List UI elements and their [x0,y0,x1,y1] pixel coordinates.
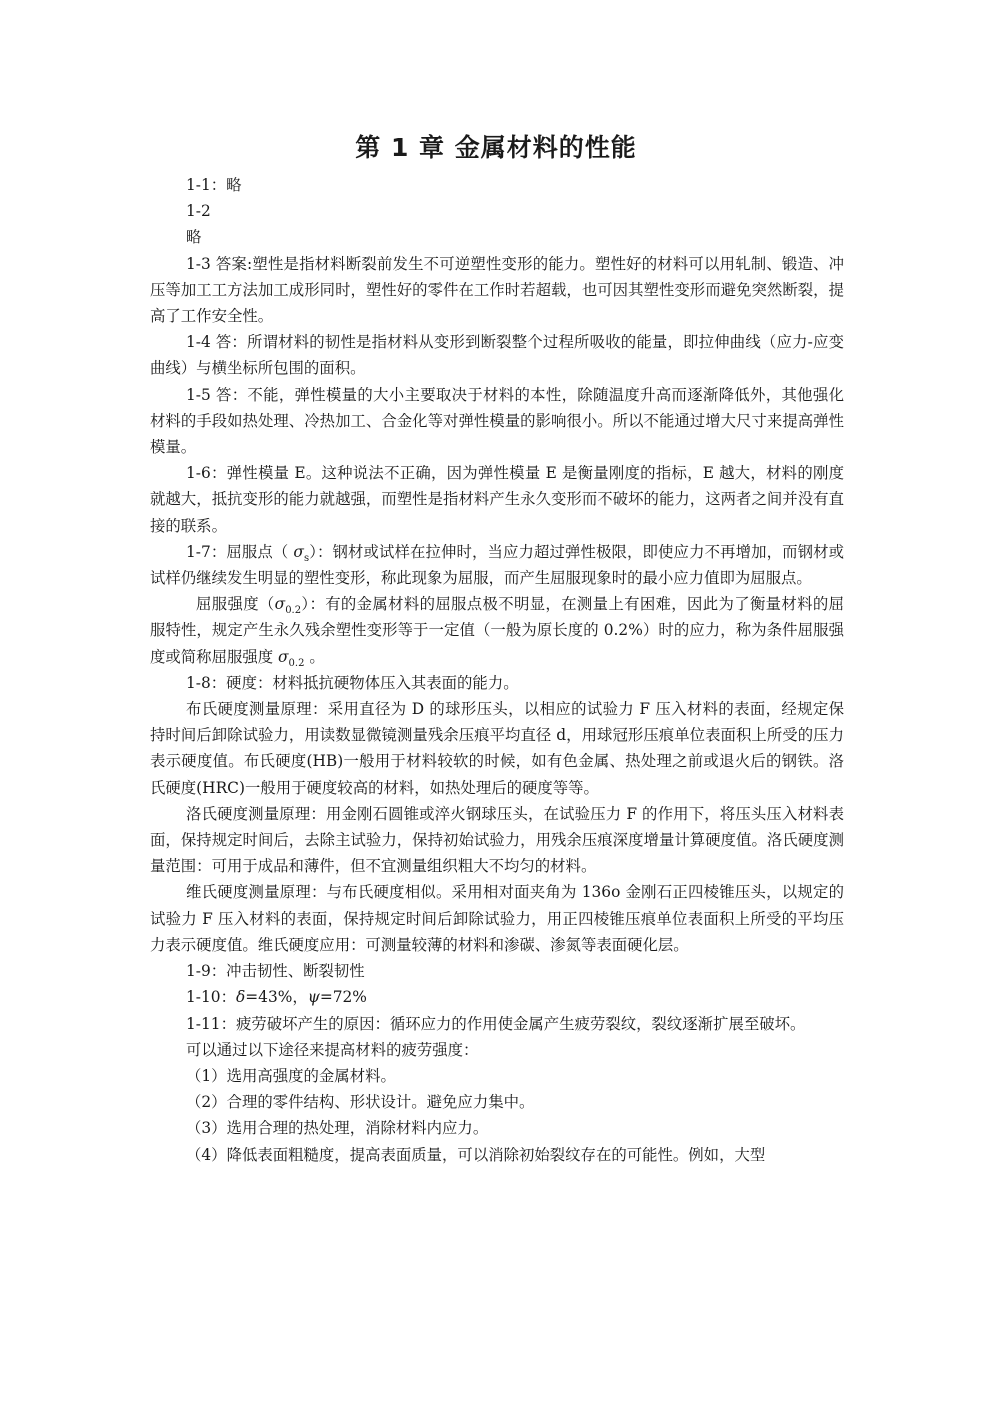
paragraph-rockwell: 洛氏硬度测量原理：用金刚石圆锥或淬火钢球压头，在试验压力 F 的作用下，将压头压入材料表面，保持规定时间后，去除主试验力，保持初始试验力，用残余压痕深度增量计算硬度值。洛氏硬度测量范围：可用于成品和薄件，但不宜测量组织粗大不均匀的材料。 [150,804,844,876]
paragraph-1-5: 1-5 答：不能，弹性模量的大小主要取决于材料的本性，除随温度升高而逐渐降低外，其他强化材料的手段如热处理、冷热加工、合金化等对弹性模量的影响很小。所以不能通过增大尺寸来提高弹性模量。 [150,385,844,457]
list-item-4: （4）降低表面粗糙度，提高表面质量，可以消除初始裂纹存在的可能性。例如，大型 [186,1145,766,1164]
sigma-subscript: 0.2 [285,605,302,617]
list-item-3: （3）选用合理的热处理，消除材料内应力。 [186,1119,489,1138]
p14-pre: 1-10： [186,988,236,1007]
delta-symbol: δ [235,988,246,1007]
psi-symbol: ψ [307,988,320,1007]
sigma-symbol: σ [274,595,286,614]
paragraph-brinell: 布氏硬度测量原理：采用直径为 D 的球形压头，以相应的试验力 F 压入材料的表面，经规定保持时间后卸除试验力，用读数显微镜测量残余压痕平均直径 d，用球冠形压痕单位表面积上所受的压力表示硬度值。布氏硬度(HB)一般用于材料较软的时候，如有色金属、热处理之前或退火后的钢铁。洛氏硬度(HRC)一般用于硬度较高的材料，如热处理后的硬度等等。 [150,700,844,797]
list-item-2: （2）合理的零件结构、形状设计。避免应力集中。 [186,1093,535,1112]
chapter-title: 第 1 章 金属材料的性能 [355,133,637,162]
p8-mid: ）：有的金属材料的屈服点极不明显，在测量上有困难，因此为了衡量材料的屈服特性，规定产生永久残余塑性变形等于一定值（一般为原长度的 0.2%）时的应力，称为条件屈服强度或简称屈服强度 [150,595,844,666]
paragraph-1-6: 1-6：弹性模量 E。这种说法不正确，因为弹性模量 E 是衡量刚度的指标，E 越大，材料的刚度就越大，抵抗变形的能力就越强，而塑性是指材料产生永久变形而不破坏的能力，这两者之间并没有直接的联系。 [150,464,844,535]
list-item-1: （1）选用高强度的金属材料。 [186,1066,396,1085]
p7-pre: 1-7：屈服点（ [186,542,294,561]
paragraph-1-11: 1-11：疲劳破坏产生的原因：循环应力的作用使金属产生疲劳裂纹，裂纹逐渐扩展至破坏。 [186,1014,806,1033]
p8-pre: 屈服强度（ [196,595,275,614]
sigma-subscript: s [303,552,310,564]
paragraph-fatigue-intro: 可以通过以下途径来提高材料的疲劳强度： [186,1040,479,1059]
paragraph-1-4: 1-4 答：所谓材料的韧性是指材料从变形到断裂整个过程所吸收的能量，即拉伸曲线（应力-应变曲线）与横坐标所包围的面积。 [150,333,844,378]
paragraph-1-3: 1-3 答案:塑性是指材料断裂前发生不可逆塑性变形的能力。塑性好的材料可以用轧制、锻造、冲压等加工工方法加工成形同时，塑性好的零件在工作时若超载，也可因其塑性变形而避免突然断裂，提高了工作安全性。 [150,254,844,326]
paragraph-yield-strength [150,591,844,670]
p7-post: ）：钢材或试样在拉伸时，当应力超过弹性极限，即使应力不再增加，而钢材或试样仍继续发生明显的塑性变形，称此现象为屈服，而产生屈服现象时的最小应力值即为屈服点。 [150,542,844,588]
paragraph-1-2-answer: 略 [186,228,202,247]
paragraph-1-8: 1-8：硬度：材料抵抗硬物体压入其表面的能力。 [186,673,519,692]
p8-post: 。 [304,647,325,666]
sigma-symbol: σ [278,647,289,666]
paragraph-1-10 [150,984,844,1010]
paragraph-1-2-number: 1-2 [186,202,211,221]
p14-post: =72% [319,988,367,1007]
paragraph-vickers: 维氏硬度测量原理：与布氏硬度相似。采用相对面夹角为 136o 金刚石正四棱锥压头，以规定的试验力 F 压入材料的表面，保持规定时间后卸除试验力，用正四棱锥压痕单位表面积上所受的平均压力表示硬度值。维氏硬度应用：可测量较薄的材料和渗碳、渗氮等表面硬化层。 [150,883,844,954]
paragraph-1-9: 1-9：冲击韧性、断裂韧性 [186,962,365,981]
p14-mid: =43%， [245,988,308,1007]
paragraph-1-7 [150,539,844,591]
sigma-symbol: σ [293,542,304,561]
paragraph-1-1: 1-1：略 [186,176,242,194]
document-body [150,172,844,1168]
sigma-subscript: 0.2 [288,657,305,669]
